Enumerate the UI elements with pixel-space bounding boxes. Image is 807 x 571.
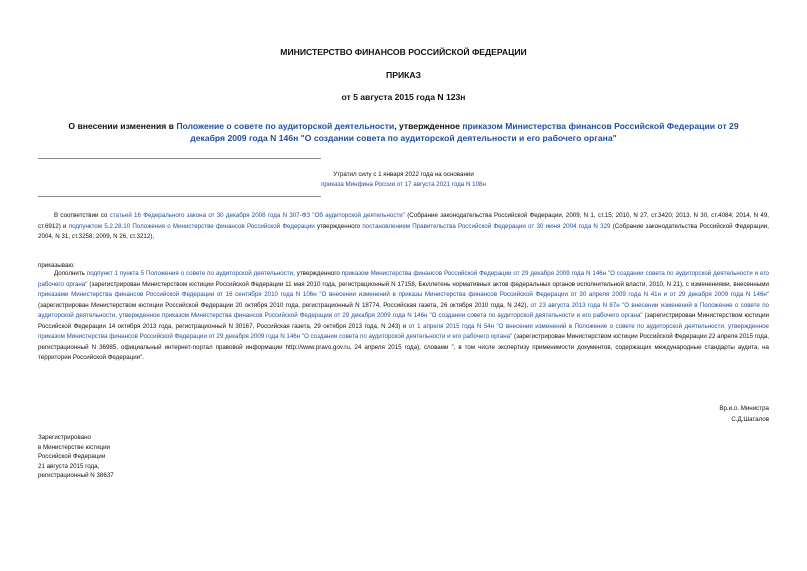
- expired-text: Утратил силу с 1 января 2022 года на основании: [333, 171, 474, 178]
- title-prefix: О внесении изменения в: [68, 121, 177, 131]
- para2-text-2: , утвержденного: [293, 270, 342, 277]
- document-date-number: от 5 августа 2015 года N 123н: [341, 92, 466, 102]
- paragraph-amendment: [38, 269, 769, 364]
- para2-link-subclause[interactable]: подпункт 1 пункта 5 Положения о совете по аудиторской деятельности: [86, 270, 294, 277]
- para2-link-order-106n[interactable]: приказами Министерства финансов Российской Федерации от 16 сентября 2010 года N 106н "О внесении изменений в приказы Министерства финансов Российской Федерации от 30 апреля 2009 года N 41н и от 29 декабря 2009 года N 146н": [38, 291, 769, 298]
- para1-link-resolution[interactable]: постановлением Правительства Российской Федерации от 30 июня 2004 года N 329: [362, 222, 611, 230]
- para2-text-4: (зарегистрирован Министерством юстиции Российской Федерации 20 октября 2010 года, регистрационный N 18774, Российская газета, 26 октября 2010 года, N 242),: [38, 301, 531, 309]
- para1-text-3: утвержденного: [314, 222, 363, 230]
- signer-position: Вр.и.о. Министра: [719, 405, 769, 412]
- para1-text-2: (Собрание законодательства Российской Федерации, 2009, N 1, ст.15; 2010, N 27, ст.3420; 2013, N 30, ст.4084; 2014, N 49, ст.6912) и: [38, 212, 769, 230]
- registration-line: 21 августа 2015 года,: [38, 462, 100, 470]
- expired-notice: [0, 170, 807, 190]
- para2-link-order-146n[interactable]: приказом Министерства финансов Российской Федерации от 29 декабря 2009 года N 146н "О создании совета по аудиторской деятельности и его рабочего органа": [38, 270, 769, 288]
- divider-top: [38, 158, 321, 159]
- ministry-name: МИНИСТЕРСТВО ФИНАНСОВ РОССИЙСКОЙ ФЕДЕРАЦИИ: [280, 47, 527, 57]
- signer-name: С.Д.Шаталов: [731, 416, 769, 423]
- document-title: [52, 120, 755, 144]
- para2-text-1: Дополнить: [54, 270, 87, 277]
- registration-line: в Министерстве юстиции: [38, 443, 111, 451]
- expired-link[interactable]: приказа Минфина России от 17 августа 2021 года N 108н: [321, 181, 486, 188]
- para1-text-4: (Собрание законодательства Российской Федерации, 2004, N 31, ст.3258; 2009, N 26, ст.3212),: [38, 222, 769, 240]
- para2-text-3: (зарегистрирован Министерством юстиции Российской Федерации 11 мая 2010 года, регистрационный N 17158, Бюллетень нормативных актов федеральных органов исполнительной власти, 2010, N 21), с изменениями, внесенными: [87, 280, 769, 288]
- para2-link-order-87n[interactable]: от 23 августа 2013 года N 87н "О внесении изменений в Положение о совете по аудиторской деятельности, утвержденное приказом Министерства финансов Российской Федерации от 29 декабря 2009 года N 146н "О создании совета по аудиторской деятельности и его рабочего органа": [38, 301, 769, 319]
- para1-link-subclause[interactable]: подпунктом 5.2.28.10 Положения о Министерстве финансов Российской Федерации: [68, 222, 315, 230]
- para1-link-law[interactable]: статьей 16 Федерального закона от 30 декабря 2008 года N 307-ФЗ "Об аудиторской деятельности": [109, 212, 405, 219]
- ordered-label: приказываю:: [38, 262, 75, 269]
- document-type: ПРИКАЗ: [386, 70, 421, 80]
- registration-line: Российской Федерации: [38, 453, 106, 461]
- paragraph-basis: [38, 211, 769, 243]
- title-middle: , утвержденное: [394, 121, 463, 131]
- divider-bottom: [38, 196, 321, 197]
- title-link-order[interactable]: приказом Министерства финансов Российской Федерации от 29 декабря 2009 года N 146н "О создании совета по аудиторской деятельности и его рабочего органа": [190, 121, 739, 143]
- para2-link-order-54n[interactable]: от 1 апреля 2015 года N 54н "О внесении изменений в Положение о совете по аудиторской деятельности, утвержденное приказом Министерства финансов Российской Федерации от 29 декабря 2009 года N 146н "О создании совета по аудиторской деятельности и его рабочего органа": [38, 322, 769, 340]
- para2-text-6: (зарегистрирован Министерством юстиции Российской Федерации 22 апреля 2015 года, регистрационный N 36985, официальный интернет-портал правовой информации http://www.pravo.gov.ru, 24 апреля 2015 года), словами ", в том числе экспертизу применимости документов, содержащих международные стандарты аудита, на территории Российской Федерации".: [38, 333, 769, 361]
- para1-text-1: В соответствии со: [54, 212, 110, 219]
- registration-line: регистрационный N 38637: [38, 472, 114, 480]
- signature-block: [719, 403, 769, 425]
- registration-line: Зарегистрировано: [38, 434, 91, 441]
- title-link-regulation[interactable]: Положение о совете по аудиторской деятельности: [176, 121, 395, 131]
- para2-text-5: (зарегистрирован Министерством юстиции Российской Федерации 14 октября 2013 года, регистрационный N 30167, Российская газета, 29 октября 2013 года, N 243) и: [38, 312, 769, 330]
- registration-block: [38, 433, 114, 481]
